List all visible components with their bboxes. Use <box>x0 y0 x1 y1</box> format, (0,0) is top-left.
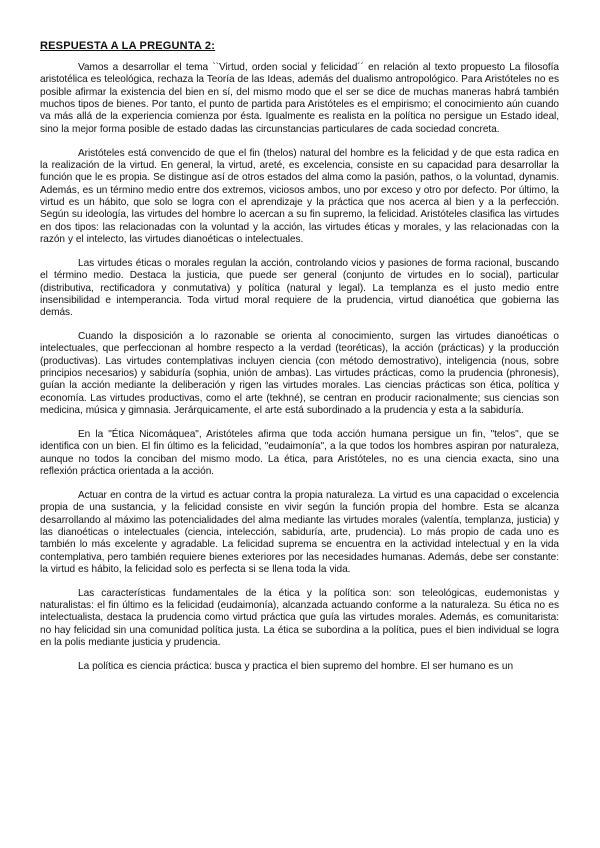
paragraph-virtue-definition: Aristóteles está convencido de que el fin (thelos) natural del hombre es la felicidad y de que esta radica en la realización de la virtud. En general, la virtud, areté, es excelencia, consiste en su capacidad para desarrollar la función que le es propia. Se distingue así de otros estados del alma como la pasión, pathos, o la voluntad, dynamis. Además, es un término medio entre dos extremos, viciosos ambos, uno por exceso y otro por defecto. Por último, la virtud es un hábito, que solo se logra con el aprendizaje y la práctica que nos acerca al bien y a la perfección. Según su ideología, las virtudes del hombre lo acercan a su fin supremo, la felicidad. Aristóteles clasifica las virtudes en dos tipos: las relacionadas con la voluntad y la acción, las virtudes éticas y morales, y las relacionadas con la razón y el intelecto, las virtudes dianoéticas o intelectuales. <box>40 147 559 245</box>
document-page <box>40 40 559 673</box>
paragraph-introduction: Vamos a desarrollar el tema ``Virtud, orden social y felicidad´´ en relación al texto propuesto La filosofía aristotélica es teleológica, rechaza la Teoría de las Ideas, además del dualismo antropológico. Para Aristóteles no es posible afirmar la existencia del bien en sí, del mismo modo que el ser se dice de muchas maneras habrá también muchos tipos de bienes. Por tanto, el punto de partida para Aristóteles es el empirismo; el conocimiento aún cuando va más allá de la experiencia comienza por ésta. Igualmente es realista en la política no persigue un Estado ideal, sino la mejor forma posible de estado dadas las circunstancias particulares de cada sociedad concreta. <box>40 62 559 135</box>
answer-heading: RESPUESTA A LA PREGUNTA 2: <box>40 40 216 52</box>
paragraph-politics: La política es ciencia práctica: busca y practica el bien supremo del hombre. El ser humano es un <box>78 660 514 672</box>
paragraph-ethics-politics-features: Las características fundamentales de la ética y la política son: son teleológicas, eudemonistas y naturalistas: el fin último es la felicidad (eudaimonía), alcanzada actuando conforme a la naturaleza. Su ética no es intelectualista, destaca la prudencia como virtud práctica que guía las virtudes morales. Además, es comunitarista: no hay felicidad sin una comunidad política justa. La ética se subordina a la política, pues el bien individual se logra en la polis mediante justicia y prudencia. <box>40 587 559 649</box>
paragraph-ethical-virtues: Las virtudes éticas o morales regulan la acción, controlando vicios y pasiones de forma racional, buscando el término medio. Destaca la justicia, que puede ser general (conjunto de virtudes en lo social), particular (distributiva, rectificadora y conmutativa) y política (natural y legal). La templanza es el justo medio entre insensibilidad e intemperancia. Toda virtud moral requiere de la prudencia, virtud dianoética que gobierna las demás. <box>40 257 559 319</box>
paragraph-nicomachean-ethics: En la "Ética Nicomáquea", Aristóteles afirma que toda acción humana persigue un fin, "telos", que se identifica con un bien. El fin último es la felicidad, "eudaimonía", a la que todos los hombres aspiran por naturaleza, aunque no todos la conciban del mismo modo. La ética, para Aristóteles, no es una ciencia exacta, sino una reflexión práctica orientada a la acción. <box>40 428 559 477</box>
paragraph-dianoetic-virtues: Cuando la disposición a lo razonable se orienta al conocimiento, surgen las virtudes dianoéticas o intelectuales, que perfeccionan al hombre respecto a la verdad (teoréticas), la acción (prácticas) y la producción (productivas). Las virtudes contemplativas incluyen ciencia (con método demostrativo), inteligencia (nous, sobre principios necesarios) y sabiduría (sophia, unión de ambas). Las virtudes prácticas, como la prudencia (phronesis), guían la acción mediante la deliberación y rigen las virtudes morales. Las ciencias prácticas son ética, política y economía. Las virtudes productivas, como el arte (tekhné), se centran en producir racionalmente; sus ciencias son medicina, música y gimnasia. Jerárquicamente, el arte está subordinado a la prudencia y esta a la sabiduría. <box>40 331 559 417</box>
paragraph-happiness: Actuar en contra de la virtud es actuar contra la propia naturaleza. La virtud es una capacidad o excelencia propia de una sustancia, y la felicidad consiste en vivir según la función propia del hombre. Esta se alcanza desarrollando al máximo las potencialidades del alma mediante las virtudes morales (valentía, templanza, justicia) y las dianoéticas o intelectuales (ciencia, intelección, sabiduría, arte, prudencia). Lo más propio de cada uno es también lo más excelente y agradable. La felicidad suprema se encuentra en la actividad intelectual y en la vida contemplativa, pero también requiere bienes exteriores por las necesidades humanas. Además, debe ser constante: la virtud es hábito, la felicidad solo es perfecta si se llena toda la vida. <box>40 489 559 575</box>
